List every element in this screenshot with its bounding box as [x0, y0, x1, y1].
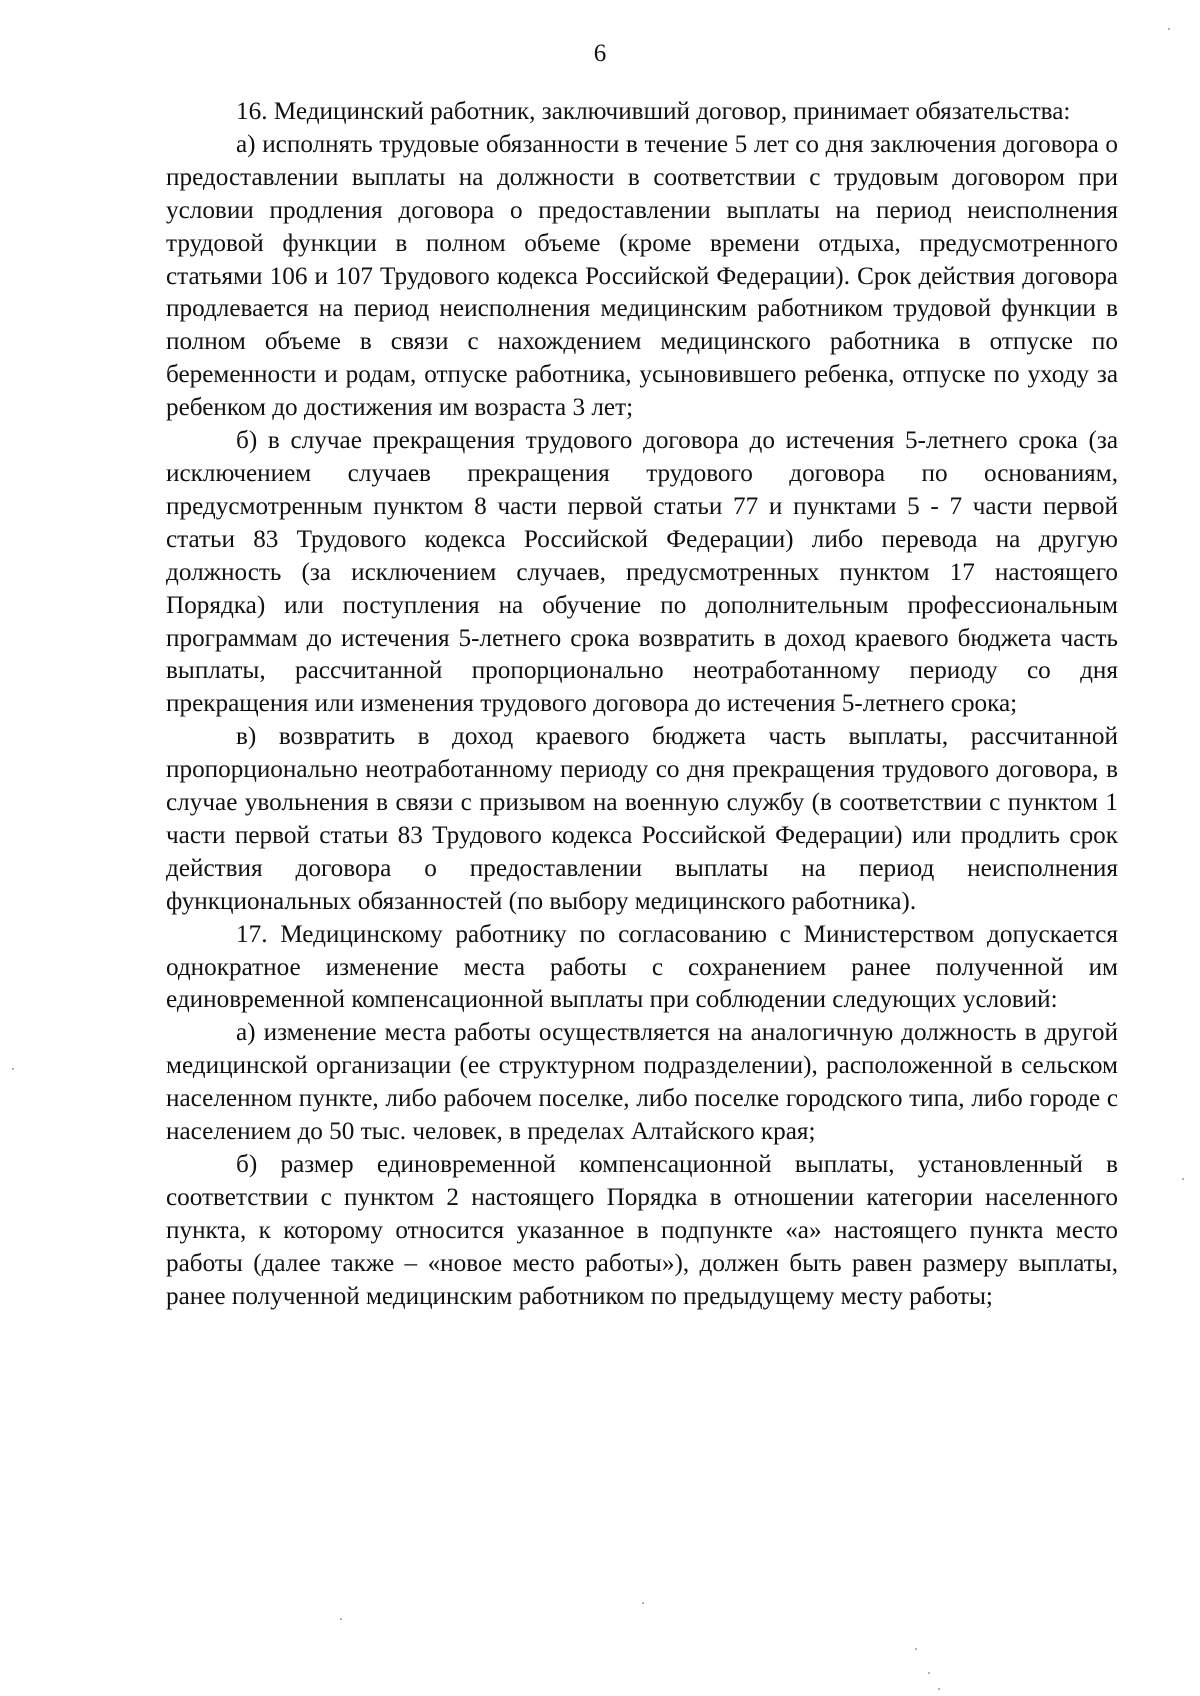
paragraph-16-b: б) в случае прекращения трудового договора до истечения 5-летнего срока (за исключением случаев прекращения трудового договора по основаниям, предусмотренным пунктом 8 части первой статьи 77 и пунктами 5 - 7 части первой статьи 83 Трудового кодекса Российской Федерации) либо перевода на другую должность (за исключением случаев, предусмотренных пунктом 17 настоящего Порядка) или поступления на обучение по дополнительным профессиональным программам до истечения 5-летнего срока возвратить в доход краевого бюджета часть выплаты, рассчитанной пропорционально неотработанному периоду со дня прекращения или изменения трудового договора до истечения 5-летнего срока; — [166, 427, 1118, 718]
scan-speck — [915, 1648, 917, 1650]
paragraph-16-a: а) исполнять трудовые обязанности в течение 5 лет со дня заключения договора о предоставлении выплаты на должности в соответствии с трудовым договором при условии продления договора о предоставлении выплаты на период неисполнения трудовой функции в полном объеме (кроме времени отдыха, предусмотренного статьями 106 и 107 Трудового кодекса Российской Федерации). Срок действия договора продлевается на период неисполнения медицинским работником трудовой функции в полном объеме в связи с нахождением медицинского работника в отпуске по беременности и родам, отпуске работника, усыновившего ребенка, отпуске по уходу за ребенком до достижения им возраста 3 лет; — [166, 130, 1118, 422]
paragraph-17-b: б) размер единовременной компенсационной выплаты, установленный в соответствии с пунктом 2 настоящего Порядка в отношении категории населенного пункта, к которому относится указанное в подпункте «а» настоящего пункта место работы (далее также – «новое место работы»), должен быть равен размеру выплаты, ранее полученной медицинским работником по предыдущему месту работы; — [166, 1151, 1118, 1310]
paragraph-16-c: в) возвратить в доход краевого бюджета часть выплаты, рассчитанной пропорционально неотработанному периоду со дня прекращения трудового договора, в случае увольнения в связи с призывом на военную службу (в соответствии с пунктом 1 части первой статьи 83 Трудового кодекса Российской Федерации) или продлить срок действия договора о предоставлении выплаты на период неисполнения функциональных обязанностей (по выбору медицинского работника). — [166, 723, 1118, 915]
scan-speck — [938, 1688, 940, 1690]
scan-speck — [928, 1672, 930, 1674]
paragraph-16-intro: 16. Медицинский работник, заключивший договор, принимает обязательства: — [236, 98, 1071, 125]
paragraph-17-a: а) изменение места работы осуществляется на аналогичную должность в другой медицинской организации (ее структурном подразделении), расположенной в сельском населенном пункте, либо рабочем поселке, либо поселке городского типа, либо городе с населением до 50 тыс. человек, в пределах Алтайского края; — [166, 1019, 1118, 1146]
scan-speck — [340, 1618, 342, 1620]
document-body — [166, 96, 1118, 1314]
scan-speck — [1182, 1178, 1184, 1180]
scan-speck — [1168, 28, 1170, 30]
page-number: 6 — [593, 40, 607, 67]
scan-speck — [12, 1068, 14, 1070]
scan-speck — [642, 1602, 644, 1604]
paragraph-17-intro: 17. Медицинскому работнику по согласованию с Министерством допускается однократное изменение места работы с сохранением ранее полученной им единовременной компенсационной выплаты при соблюдении следующих условий: — [166, 920, 1118, 1014]
